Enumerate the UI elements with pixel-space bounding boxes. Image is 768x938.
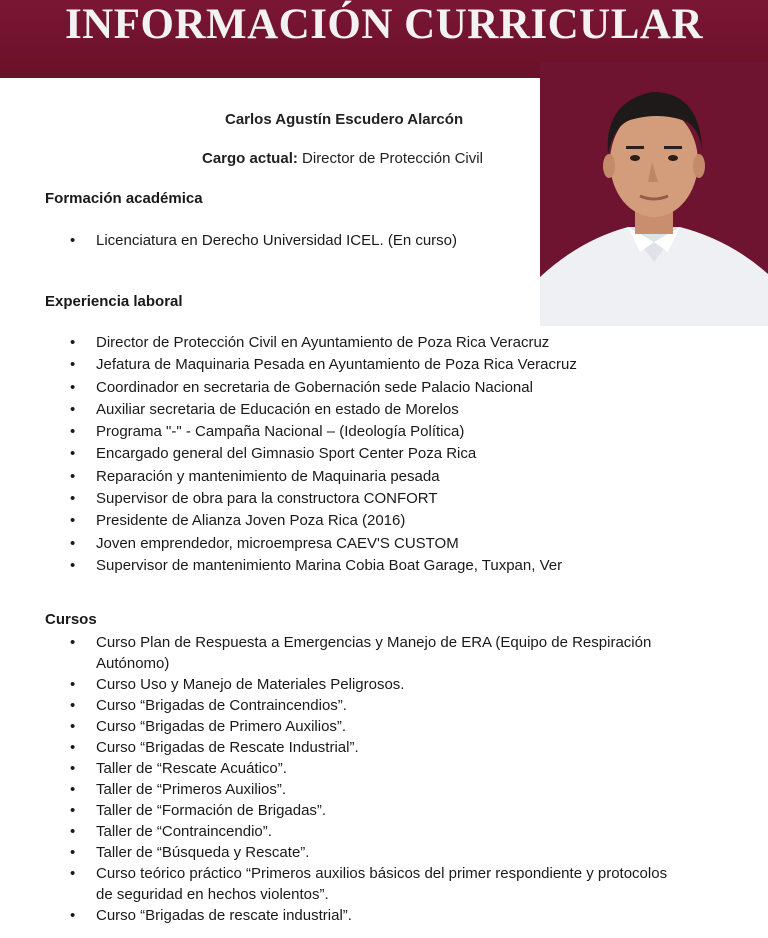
bullet-icon: • xyxy=(70,556,76,574)
list-item: • Curso “Brigadas de Rescate Industrial”. xyxy=(70,739,359,756)
list-item: • Taller de “Búsqueda y Rescate”. xyxy=(70,844,310,861)
list-item: • Curso teórico práctico “Primeros auxilios básicos del primer respondiente y protocolos de seguridad en hechos violentos”. xyxy=(70,865,668,903)
bullet-icon: • xyxy=(70,781,76,798)
bullet-icon: • xyxy=(70,739,76,756)
list-item: • Presidente de Alianza Joven Poza Rica (2016) xyxy=(0,510,700,532)
list-item: • Curso Uso y Manejo de Materiales Peligrosos. xyxy=(70,676,405,693)
formacion-heading: Formación académica xyxy=(45,190,203,207)
list-item: • Supervisor de mantenimiento Marina Cobia Boat Garage, Tuxpan, Ver xyxy=(0,555,700,577)
list-item: • Curso “Brigadas de Primero Auxilios”. xyxy=(70,718,347,735)
list-item: • Taller de “Primeros Auxilios”. xyxy=(70,781,287,798)
bullet-icon: • xyxy=(70,232,76,249)
bullet-icon: • xyxy=(70,534,76,552)
bullet-icon: • xyxy=(70,490,76,508)
bullet-icon: • xyxy=(70,378,76,396)
current-position xyxy=(202,150,483,167)
list-item: • Director de Protección Civil en Ayuntamiento de Poza Rica Veracruz xyxy=(0,332,700,354)
portrait-image xyxy=(540,62,768,326)
list-item: • Reparación y mantenimiento de Maquinaria pesada xyxy=(0,466,700,488)
list-item: • Taller de “Formación de Brigadas”. xyxy=(70,802,327,819)
bullet-icon: • xyxy=(70,676,76,693)
cursos-heading: Cursos xyxy=(45,611,97,628)
profile-photo xyxy=(540,62,768,326)
bullet-icon: • xyxy=(70,802,76,819)
experiencia-heading: Experiencia laboral xyxy=(45,293,183,310)
bullet-icon: • xyxy=(70,334,76,351)
bullet-icon: • xyxy=(70,718,76,735)
list-item: • Taller de “Contraincendio”. xyxy=(70,823,272,840)
formacion-list xyxy=(0,230,700,252)
list-item: • Curso “Brigadas de rescate industrial”. xyxy=(70,907,352,924)
bullet-icon: • xyxy=(70,467,76,485)
bullet-icon: • xyxy=(70,634,76,651)
list-item: • Jefatura de Maquinaria Pesada en Ayuntamiento de Poza Rica Veracruz xyxy=(0,354,700,376)
experiencia-list xyxy=(0,332,700,577)
bullet-icon: • xyxy=(70,356,76,374)
list-item: • Supervisor de obra para la constructora CONFORT xyxy=(0,488,700,510)
list-item: • Auxiliar secretaria de Educación en estado de Morelos xyxy=(0,399,700,421)
bullet-icon: • xyxy=(70,512,76,530)
bullet-icon: • xyxy=(70,423,76,441)
document-title: INFORMACIÓN CURRICULAR xyxy=(64,1,704,48)
cargo-label: Cargo actual: xyxy=(202,150,298,167)
list-item: • Licenciatura en Derecho Universidad ICEL. (En curso) xyxy=(0,230,700,252)
bullet-icon: • xyxy=(70,760,76,777)
list-item: • Curso “Brigadas de Contraincendios”. xyxy=(70,697,347,714)
list-item: • Curso Plan de Respuesta a Emergencias y Manejo de ERA (Equipo de Respiración Autónomo) xyxy=(70,634,652,672)
bullet-icon: • xyxy=(70,823,76,840)
list-item: • Taller de “Rescate Acuático”. xyxy=(70,760,287,777)
bullet-icon: • xyxy=(70,697,76,714)
bullet-icon: • xyxy=(70,445,76,463)
bullet-icon: • xyxy=(70,400,76,418)
list-item: • Programa "-" - Campaña Nacional – (Ideología Política) xyxy=(0,421,700,443)
list-item: • Coordinador en secretaria de Gobernación sede Palacio Nacional xyxy=(0,377,700,399)
bullet-icon: • xyxy=(70,907,76,924)
list-item: • Encargado general del Gimnasio Sport Center Poza Rica xyxy=(0,443,700,465)
list-item: • Joven emprendedor, microempresa CAEV'S CUSTOM xyxy=(0,533,700,555)
bullet-icon: • xyxy=(70,865,76,882)
cursos-list xyxy=(0,632,700,926)
cargo-value: Director de Protección Civil xyxy=(297,150,483,167)
candidate-name: Carlos Agustín Escudero Alarcón xyxy=(225,111,464,128)
bullet-icon: • xyxy=(70,844,76,861)
